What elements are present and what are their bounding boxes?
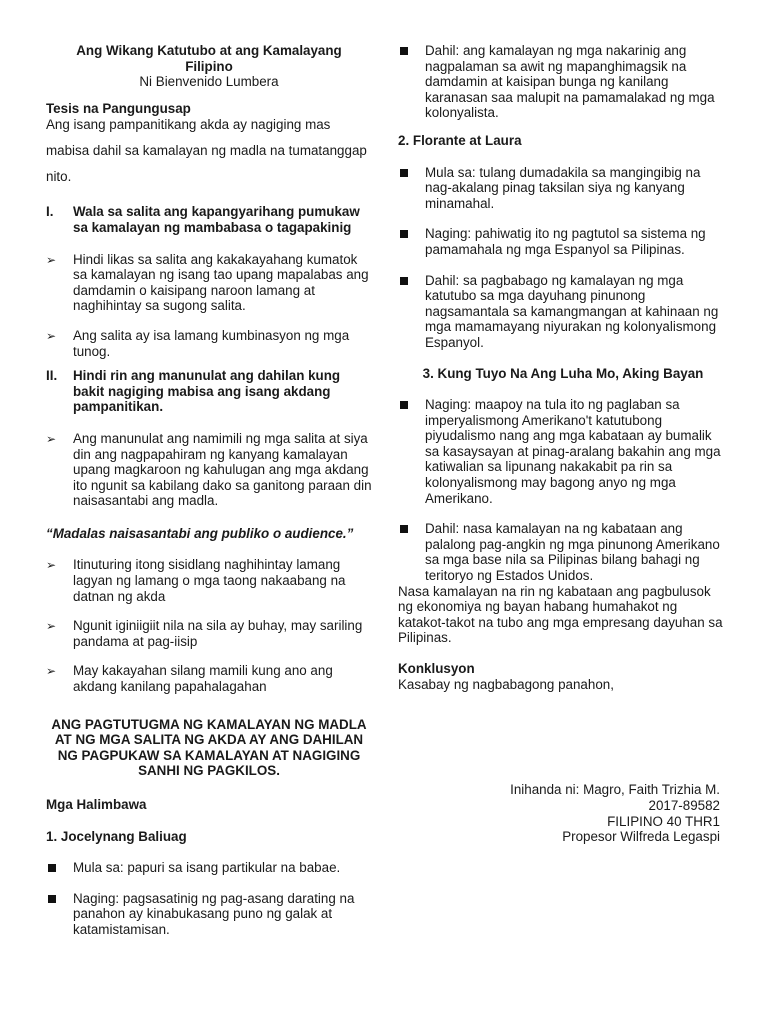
square-bullet-icon bbox=[398, 397, 425, 506]
title-line-1: Ang Wikang Katutubo at ang Kamalayang bbox=[76, 43, 342, 58]
square-bullet-icon bbox=[398, 226, 425, 257]
list-item-text: Dahil: sa pagbabago ng kamalayan ng mga katutubo sa mga dayuhang pinunong nagsamantala sa kamangmangan at kahinaan ng mga mamamayang niyurakan ng kolonyalismong Espanyol. bbox=[425, 272, 719, 350]
square-bullet-icon bbox=[46, 860, 73, 876]
examples-heading: Mga Halimbawa bbox=[46, 797, 147, 812]
list-item-text: Mula sa: papuri sa isang partikular na babae. bbox=[73, 860, 341, 876]
list-item bbox=[46, 860, 372, 876]
prepared-by-line: Inihanda ni: Magro, Faith Trizhia M. bbox=[510, 782, 720, 797]
example-2-heading: 2. Florante at Laura bbox=[398, 132, 522, 148]
list-item bbox=[46, 328, 372, 359]
list-item-text: Ang salita ay isa lamang kumbinasyon ng mga tunog. bbox=[73, 327, 350, 359]
arrow-bullet-icon: ➢ bbox=[46, 558, 57, 573]
section-2-text: Hindi rin ang manunulat ang dahilan kung bakit nagiging mabisa ang isang akdang pampanitikan. bbox=[73, 368, 341, 415]
left-column bbox=[46, 43, 372, 938]
list-item bbox=[398, 226, 728, 257]
list-item bbox=[398, 165, 728, 212]
square-bullet-icon bbox=[398, 273, 425, 351]
course-code: FILIPINO 40 THR1 bbox=[607, 813, 720, 829]
conclusion-text: Kasabay ng nagbabagong panahon, bbox=[398, 676, 614, 692]
section-1-heading bbox=[46, 204, 372, 235]
emphasis-heading: ANG PAGTUTUGMA NG KAMALAYAN NG MADLA AT NG MGA SALITA NG AKDA AY ANG DAHILAN NG PAGPUKAW SA KAMALAYAN AT NAGIGING SANHI NG PAGKILOS. bbox=[51, 716, 367, 779]
list-item-text: Naging: pagsasatinig ng pag-asang darating na panahon ay kinabukasang puno ng galak at katamistamisan. bbox=[73, 890, 355, 937]
list-item bbox=[398, 273, 728, 351]
right-column bbox=[398, 43, 728, 692]
square-bullet-icon bbox=[46, 891, 73, 938]
list-item bbox=[398, 521, 728, 583]
square-bullet-icon bbox=[398, 521, 425, 583]
example-3-heading: 3. Kung Tuyo Na Ang Luha Mo, Aking Bayan bbox=[422, 365, 704, 381]
square-bullet-icon bbox=[398, 165, 425, 212]
list-item-text: Dahil: nasa kamalayan na ng kabataan ang palalong pag-angkin ng mga pinunong Amerikano sa mga base nila sa Pilipinas bilang bahagi ng teritoryo ng Estados Unidos. bbox=[425, 521, 720, 584]
arrow-bullet-icon: ➢ bbox=[46, 619, 57, 634]
list-item bbox=[46, 618, 372, 649]
title-line-2: Filipino bbox=[185, 58, 233, 74]
list-item-text: Hindi likas sa salita ang kakakayahang kumatok sa kamalayan ng isang tao upang mapalabas ang damdamin o kaisipang naroon lamang at naghihintay sa sugong salita. bbox=[73, 251, 369, 314]
document-title bbox=[46, 43, 372, 74]
list-item-text: Ang manunulat ang namimili ng mga salita at siya din ang nagpapahiram ng kanyang kamalayan upang magkaroon ng kahulugan ang mga akdang ito ngunit sa kabilang dako sa ganitong paraan din naisasantabi ang madla. bbox=[73, 430, 372, 509]
section-1-text: Wala sa salita ang kapangyarihang pumukaw sa kamalayan ng mambabasa o tagapakinig bbox=[73, 204, 360, 235]
list-item bbox=[398, 43, 728, 121]
list-item bbox=[46, 663, 372, 694]
list-item bbox=[46, 252, 372, 314]
section-1-number: I. bbox=[46, 204, 54, 220]
arrow-bullet-icon: ➢ bbox=[46, 252, 57, 267]
list-item bbox=[46, 431, 372, 509]
quote-heading: “Madalas naisasantabi ang publiko o audience.” bbox=[46, 525, 354, 541]
prepared-by-block bbox=[510, 782, 720, 845]
list-item-text: Dahil: ang kamalayan ng mga nakarinig ang nagpalaman sa awit ng mapanghimagsik na damdamin at kaisipan bunga ng kanilang karanasan saa malupit na pamamalakad ng mga kolonyalista. bbox=[425, 43, 715, 121]
section-2-heading bbox=[46, 368, 372, 415]
example-3-note: Nasa kamalayan na rin ng kabataan ang pagbulusok ng ekonomiya ng bayan habang humahakot ng katakot-takot na tubo ang mga empresang dayuhan sa Pilipinas. bbox=[398, 583, 723, 646]
list-item-text: Ngunit iginiigiit nila na sila ay buhay, may sariling pandama at pag-iisip bbox=[73, 618, 363, 649]
list-item-text: Itinuturing itong sisidlang naghihintay lamang lagyan ng lamang o mga taong nakaabang na datnan ng akda bbox=[73, 557, 346, 604]
professor-name: Propesor Wilfreda Legaspi bbox=[562, 829, 720, 845]
example-1-heading: 1. Jocelynang Baliuag bbox=[46, 828, 187, 844]
list-item-text: May kakayahan silang mamili kung ano ang akdang kanilang papahalagahan bbox=[73, 663, 333, 695]
arrow-bullet-icon: ➢ bbox=[46, 664, 57, 679]
thesis-text: Ang isang pampanitikang akda ay nagiging mas mabisa dahil sa kamalayan ng madla na tumatanggap nito. bbox=[46, 117, 367, 185]
thesis-heading: Tesis na Pangungusap bbox=[46, 100, 191, 116]
list-item bbox=[46, 891, 372, 938]
conclusion-heading: Konklusyon bbox=[398, 661, 475, 676]
student-number: 2017-89582 bbox=[648, 797, 720, 813]
section-2-number: II. bbox=[46, 368, 58, 384]
author-line: Ni Bienvenido Lumbera bbox=[139, 74, 279, 90]
list-item bbox=[398, 397, 728, 506]
list-item-text: Naging: maapoy na tula ito ng paglaban sa imperyalismong Amerikano't katutubong piyudalismo nang ang mga kabataan ay bumalik sa kasaysayan at pinag-aralang bakahin ang mga katiwalian sa lipunang nakakabit pa rin sa kolonyalismong may bagong anyo ng mga Amerikano. bbox=[425, 397, 721, 506]
list-item bbox=[46, 557, 372, 604]
square-bullet-icon bbox=[398, 43, 425, 121]
list-item-text: Naging: pahiwatig ito ng pagtutol sa sistema ng pamamahala ng mga Espanyol sa Pilipinas. bbox=[425, 226, 706, 257]
arrow-bullet-icon: ➢ bbox=[46, 431, 57, 446]
list-item-text: Mula sa: tulang dumadakila sa mangingibig na nag-akalang pinag taksilan siya ng kanyang minamahal. bbox=[425, 164, 701, 211]
arrow-bullet-icon: ➢ bbox=[46, 328, 57, 343]
